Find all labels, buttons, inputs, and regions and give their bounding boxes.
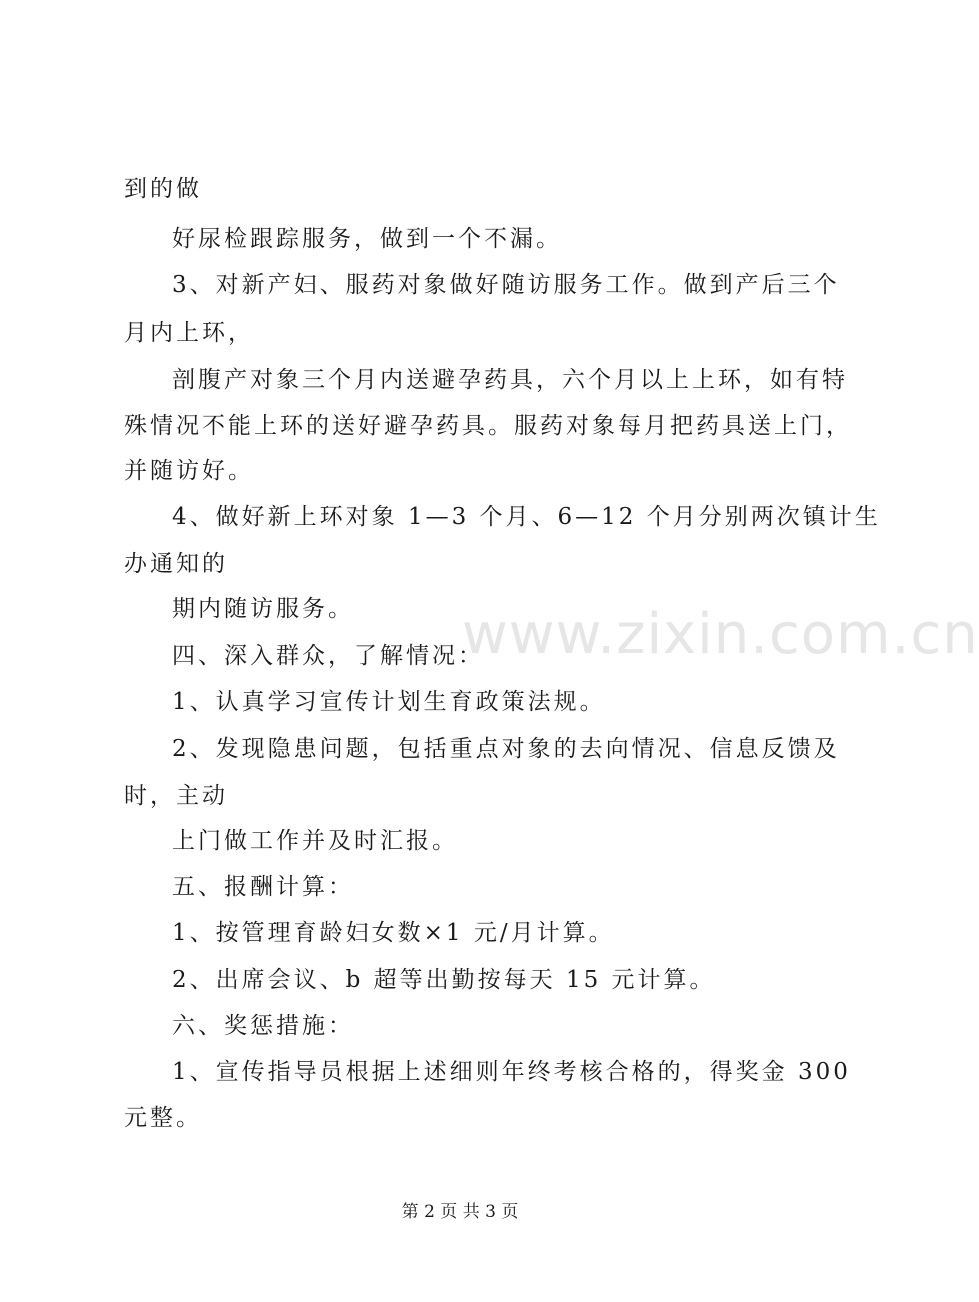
text-line: 到的做 xyxy=(124,176,202,202)
text-line: 2、发现隐患问题，包括重点对象的去向情况、信息反馈及 xyxy=(172,736,840,762)
text-line: 时，主动 xyxy=(124,783,228,809)
text-line: 办通知的 xyxy=(124,551,228,577)
text-line: 1、认真学习宣传计划生育政策法规。 xyxy=(172,689,606,715)
text-line: 上门做工作并及时汇报。 xyxy=(172,828,458,854)
text-line: 四、深入群众，了解情况： xyxy=(172,643,484,669)
text-line: 1、宣传指导员根据上述细则年终考核合格的，得奖金 300 xyxy=(172,1059,851,1085)
text-line: 3、对新产妇、服药对象做好随访服务工作。做到产后三个 xyxy=(172,272,840,298)
watermark: www.zixin.com.cn xyxy=(462,602,979,667)
text-line: 1、按管理育龄妇女数×1 元/月计算。 xyxy=(172,920,615,946)
text-line: 月内上环， xyxy=(124,320,254,346)
text-line: 殊情况不能上环的送好避孕药具。服药对象每月把药具送上门， xyxy=(124,413,852,439)
text-line: 期内随访服务。 xyxy=(172,596,354,622)
page-number-footer: 第 2 页 共 3 页 xyxy=(401,1202,519,1222)
text-line: 2、出席会议、b 超等出勤按每天 15 元计算。 xyxy=(172,967,716,993)
text-line: 好尿检跟踪服务，做到一个不漏。 xyxy=(172,226,562,252)
text-line: 元整。 xyxy=(124,1105,202,1131)
text-line: 并随访好。 xyxy=(124,458,254,484)
text-line: 4、做好新上环对象 1—3 个月、6—12 个月分别两次镇计生 xyxy=(172,504,881,530)
text-line: 六、奖惩措施： xyxy=(172,1013,354,1039)
text-line: 五、报酬计算： xyxy=(172,874,354,900)
text-line: 剖腹产对象三个月内送避孕药具，六个月以上上环，如有特 xyxy=(172,367,848,393)
